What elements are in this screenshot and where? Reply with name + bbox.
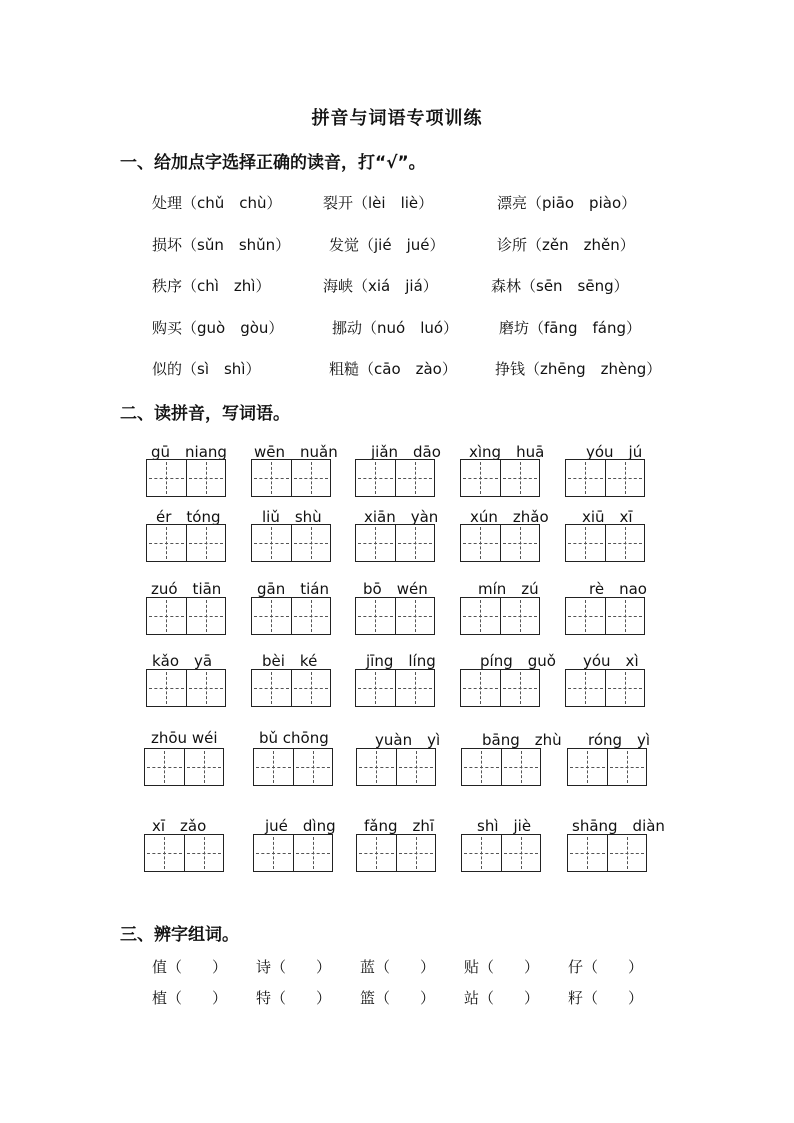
tianzige-box[interactable] [355,459,435,497]
tianzige-box[interactable] [460,524,540,562]
tianzige-box[interactable] [567,834,647,872]
word-group-blank[interactable]: 诗（ ） [256,958,332,976]
pinyin-label: fǎng zhī [364,817,435,835]
choice-item[interactable]: 秩序（chì zhì） [152,277,271,295]
pinyin-label: xiān yàn [364,508,439,526]
word-group-blank[interactable]: 篮（ ） [360,989,436,1007]
choice-item[interactable]: 磨坊（fāng fáng） [499,319,642,337]
tianzige-box[interactable] [253,748,333,786]
choice-item[interactable]: 购买（guò gòu） [152,319,284,337]
pinyin-label: yóu xì [583,652,639,670]
tianzige-box[interactable] [251,459,331,497]
pinyin-label: shì jiè [477,817,532,835]
pinyin-label: jīng líng [366,652,436,670]
pinyin-label: yóu jú [586,443,643,461]
tianzige-box[interactable] [144,834,224,872]
pinyin-label: gū niang [151,443,227,461]
pinyin-label: jiǎn dāo [371,443,441,461]
choice-item[interactable]: 损坏（sǔn shǔn） [152,236,291,254]
tianzige-box[interactable] [146,669,226,707]
tianzige-box[interactable] [355,524,435,562]
section1-heading: 一、给加点字选择正确的读音，打“√”。 [120,153,426,173]
choice-item[interactable]: 漂亮（piāo piào） [497,194,637,212]
pinyin-label: bō wén [363,580,428,598]
choice-item[interactable]: 诊所（zěn zhěn） [497,236,635,254]
section2-heading: 二、读拼音，写词语。 [120,404,290,424]
choice-item[interactable]: 发觉（jié jué） [329,236,445,254]
pinyin-label: yuàn yì [375,731,441,749]
word-group-blank[interactable]: 蓝（ ） [360,958,436,976]
tianzige-box[interactable] [251,669,331,707]
tianzige-box[interactable] [565,459,645,497]
pinyin-label: mín zú [478,580,539,598]
pinyin-label: shāng diàn [572,817,665,835]
pinyin-label: ér tóng [156,508,221,526]
pinyin-label: bǔ chōng [259,729,329,747]
pinyin-label: wēn nuǎn [254,443,338,461]
pinyin-label: xī zǎo [152,817,207,835]
word-group-blank[interactable]: 仔（ ） [568,958,644,976]
pinyin-label: xìng huā [469,443,545,461]
choice-item[interactable]: 挣钱（zhēng zhèng） [495,360,662,378]
pinyin-label: píng guǒ [480,652,556,670]
tianzige-box[interactable] [356,834,436,872]
section3-heading: 三、辨字组词。 [120,925,239,945]
tianzige-box[interactable] [565,669,645,707]
choice-item[interactable]: 挪动（nuó luó） [332,319,459,337]
pinyin-label: kǎo yā [152,652,213,670]
tianzige-box[interactable] [144,748,224,786]
choice-item[interactable]: 处理（chǔ chù） [152,194,282,212]
choice-item[interactable]: 粗糙（cāo zào） [329,360,457,378]
pinyin-label: bèi ké [262,652,318,670]
tianzige-box[interactable] [251,524,331,562]
tianzige-box[interactable] [251,597,331,635]
tianzige-box[interactable] [355,597,435,635]
tianzige-box[interactable] [460,459,540,497]
pinyin-label: bāng zhù [482,731,562,749]
choice-item[interactable]: 似的（sì shì） [152,360,261,378]
pinyin-label: jué dìng [265,817,336,835]
word-group-blank[interactable]: 站（ ） [464,989,540,1007]
tianzige-box[interactable] [460,669,540,707]
word-group-blank[interactable]: 值（ ） [152,958,228,976]
pinyin-label: gān tián [257,580,329,598]
choice-item[interactable]: 海峡（xiá jiá） [323,277,438,295]
tianzige-box[interactable] [146,459,226,497]
tianzige-box[interactable] [253,834,333,872]
word-group-blank[interactable]: 特（ ） [256,989,332,1007]
pinyin-label: zuó tiān [151,580,222,598]
tianzige-box[interactable] [461,748,541,786]
tianzige-box[interactable] [146,597,226,635]
choice-item[interactable]: 裂开（lèi liè） [323,194,434,212]
tianzige-box[interactable] [356,748,436,786]
pinyin-label: xún zhǎo [470,508,549,526]
word-group-blank[interactable]: 贴（ ） [464,958,540,976]
pinyin-label: róng yì [588,731,651,749]
pinyin-label: rè nao [589,580,647,598]
word-group-blank[interactable]: 籽（ ） [568,989,644,1007]
tianzige-box[interactable] [565,524,645,562]
tianzige-box[interactable] [461,834,541,872]
word-group-blank[interactable]: 植（ ） [152,989,228,1007]
pinyin-label: liǔ shù [262,508,322,526]
choice-item[interactable]: 森林（sēn sēng） [491,277,629,295]
pinyin-label: zhōu wéi [151,729,218,747]
tianzige-box[interactable] [567,748,647,786]
tianzige-box[interactable] [146,524,226,562]
tianzige-box[interactable] [355,669,435,707]
pinyin-label: xiū xī [582,508,633,526]
tianzige-box[interactable] [460,597,540,635]
page-title: 拼音与词语专项训练 [311,108,483,129]
tianzige-box[interactable] [565,597,645,635]
